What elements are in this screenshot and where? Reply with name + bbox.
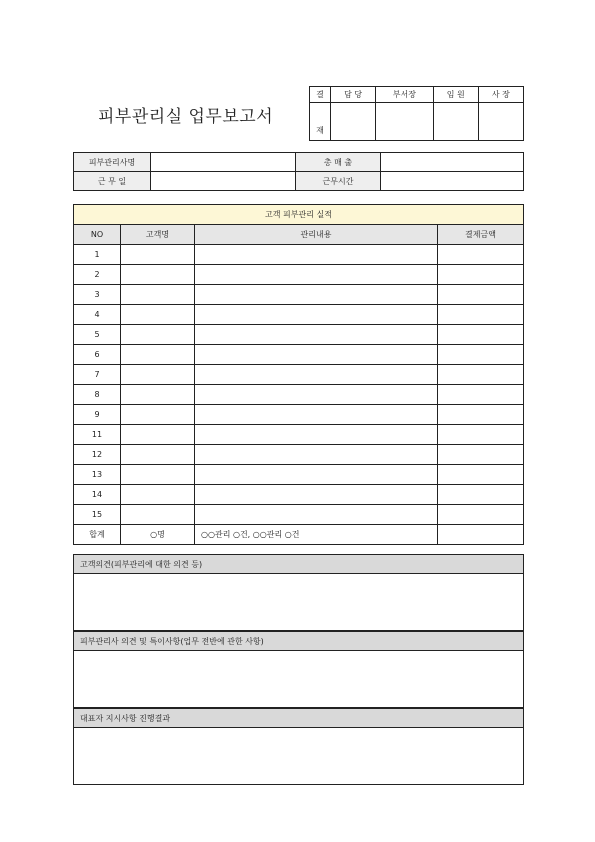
row-number: 3 [74,285,121,305]
row-number: 2 [74,265,121,285]
care-content-field[interactable] [195,305,438,325]
care-content-field[interactable] [195,485,438,505]
payment-amount-field[interactable] [438,465,524,485]
table-row [74,365,524,385]
customer-name-field[interactable] [121,285,195,305]
table-row [74,265,524,285]
records-caption: 고객 피부관리 실적 [74,205,524,225]
workday-field[interactable] [151,172,296,191]
customer-name-field[interactable] [121,265,195,285]
customer-name-field[interactable] [121,425,195,445]
table-row [74,445,524,465]
payment-amount-field[interactable] [438,505,524,525]
customer-name-field[interactable] [121,305,195,325]
work-hours-label: 근무시간 [296,172,381,191]
payment-amount-field[interactable] [438,265,524,285]
col-header-content: 관리내용 [195,225,438,245]
table-row [74,325,524,345]
col-header-amount: 결제금액 [438,225,524,245]
row-number: 7 [74,365,121,385]
section-body-field[interactable] [74,574,524,631]
approval-role-staff: 담 당 [331,87,376,103]
table-row [74,485,524,505]
table-row [74,345,524,365]
customer-name-field[interactable] [121,325,195,345]
payment-amount-field[interactable] [438,485,524,505]
approval-sign-president[interactable] [478,103,523,141]
payment-amount-field[interactable] [438,405,524,425]
staff-name-label: 피부관리사명 [74,153,151,172]
row-number: 1 [74,245,121,265]
row-number: 5 [74,325,121,345]
customer-name-field[interactable] [121,345,195,365]
staff-name-field[interactable] [151,153,296,172]
payment-amount-field[interactable] [438,365,524,385]
records-table [73,204,524,545]
care-content-field[interactable] [195,405,438,425]
row-number: 4 [74,305,121,325]
payment-amount-field[interactable] [438,445,524,465]
table-row [74,405,524,425]
care-content-field[interactable] [195,265,438,285]
customer-name-field[interactable] [121,445,195,465]
section-customer-opinion [73,554,524,631]
section-staff-opinion [73,631,524,708]
row-number: 14 [74,485,121,505]
total-label: 합계 [74,525,121,545]
total-sales-label: 총 매 출 [296,153,381,172]
workday-label: 근 무 일 [74,172,151,191]
approval-side-bottom: 재 [310,103,331,141]
section-heading: 대표자 지시사항 진행결과 [74,709,524,728]
approval-sign-dept-head[interactable] [376,103,433,141]
work-hours-field[interactable] [381,172,524,191]
payment-amount-field[interactable] [438,345,524,365]
approval-sign-executive[interactable] [433,103,478,141]
table-row [74,385,524,405]
col-header-no: NO [74,225,121,245]
approval-role-president: 사 장 [478,87,523,103]
payment-amount-field[interactable] [438,245,524,265]
care-content-field[interactable] [195,365,438,385]
table-row [74,505,524,525]
section-heading: 피부관리사 의견 및 특이사항(업무 전반에 관한 사항) [74,632,524,651]
section-body-field[interactable] [74,728,524,785]
total-count: ○명 [121,525,195,545]
approval-role-dept-head: 부서장 [376,87,433,103]
row-number: 6 [74,345,121,365]
row-number: 13 [74,465,121,485]
info-table [73,152,524,191]
payment-amount-field[interactable] [438,425,524,445]
care-content-field[interactable] [195,345,438,365]
customer-name-field[interactable] [121,385,195,405]
table-row [74,465,524,485]
care-content-field[interactable] [195,445,438,465]
section-director-instructions [73,708,524,785]
payment-amount-field[interactable] [438,305,524,325]
customer-name-field[interactable] [121,245,195,265]
approval-role-executive: 임 원 [433,87,478,103]
total-sales-field[interactable] [381,153,524,172]
row-number: 11 [74,425,121,445]
table-row [74,425,524,445]
table-row [74,305,524,325]
customer-name-field[interactable] [121,485,195,505]
payment-amount-field[interactable] [438,285,524,305]
payment-amount-field[interactable] [438,325,524,345]
row-number: 9 [74,405,121,425]
row-number: 15 [74,505,121,525]
customer-name-field[interactable] [121,405,195,425]
approval-table [309,86,524,141]
row-number: 8 [74,385,121,405]
total-amount[interactable] [438,525,524,545]
customer-name-field[interactable] [121,365,195,385]
care-content-field[interactable] [195,505,438,525]
care-content-field[interactable] [195,465,438,485]
customer-name-field[interactable] [121,465,195,485]
col-header-customer: 고객명 [121,225,195,245]
care-content-field[interactable] [195,425,438,445]
care-content-field[interactable] [195,285,438,305]
row-number: 12 [74,445,121,465]
total-detail: ○○관리 ○건, ○○관리 ○건 [195,525,438,545]
care-content-field[interactable] [195,245,438,265]
approval-sign-staff[interactable] [331,103,376,141]
section-body-field[interactable] [74,651,524,708]
section-heading: 고객의견(피부관리에 대한 의견 등) [74,555,524,574]
table-row [74,245,524,265]
care-content-field[interactable] [195,385,438,405]
customer-name-field[interactable] [121,505,195,525]
approval-side-top: 결 [310,87,331,103]
table-row [74,285,524,305]
page-title: 피부관리실 업무보고서 [98,107,274,127]
care-content-field[interactable] [195,325,438,345]
payment-amount-field[interactable] [438,385,524,405]
